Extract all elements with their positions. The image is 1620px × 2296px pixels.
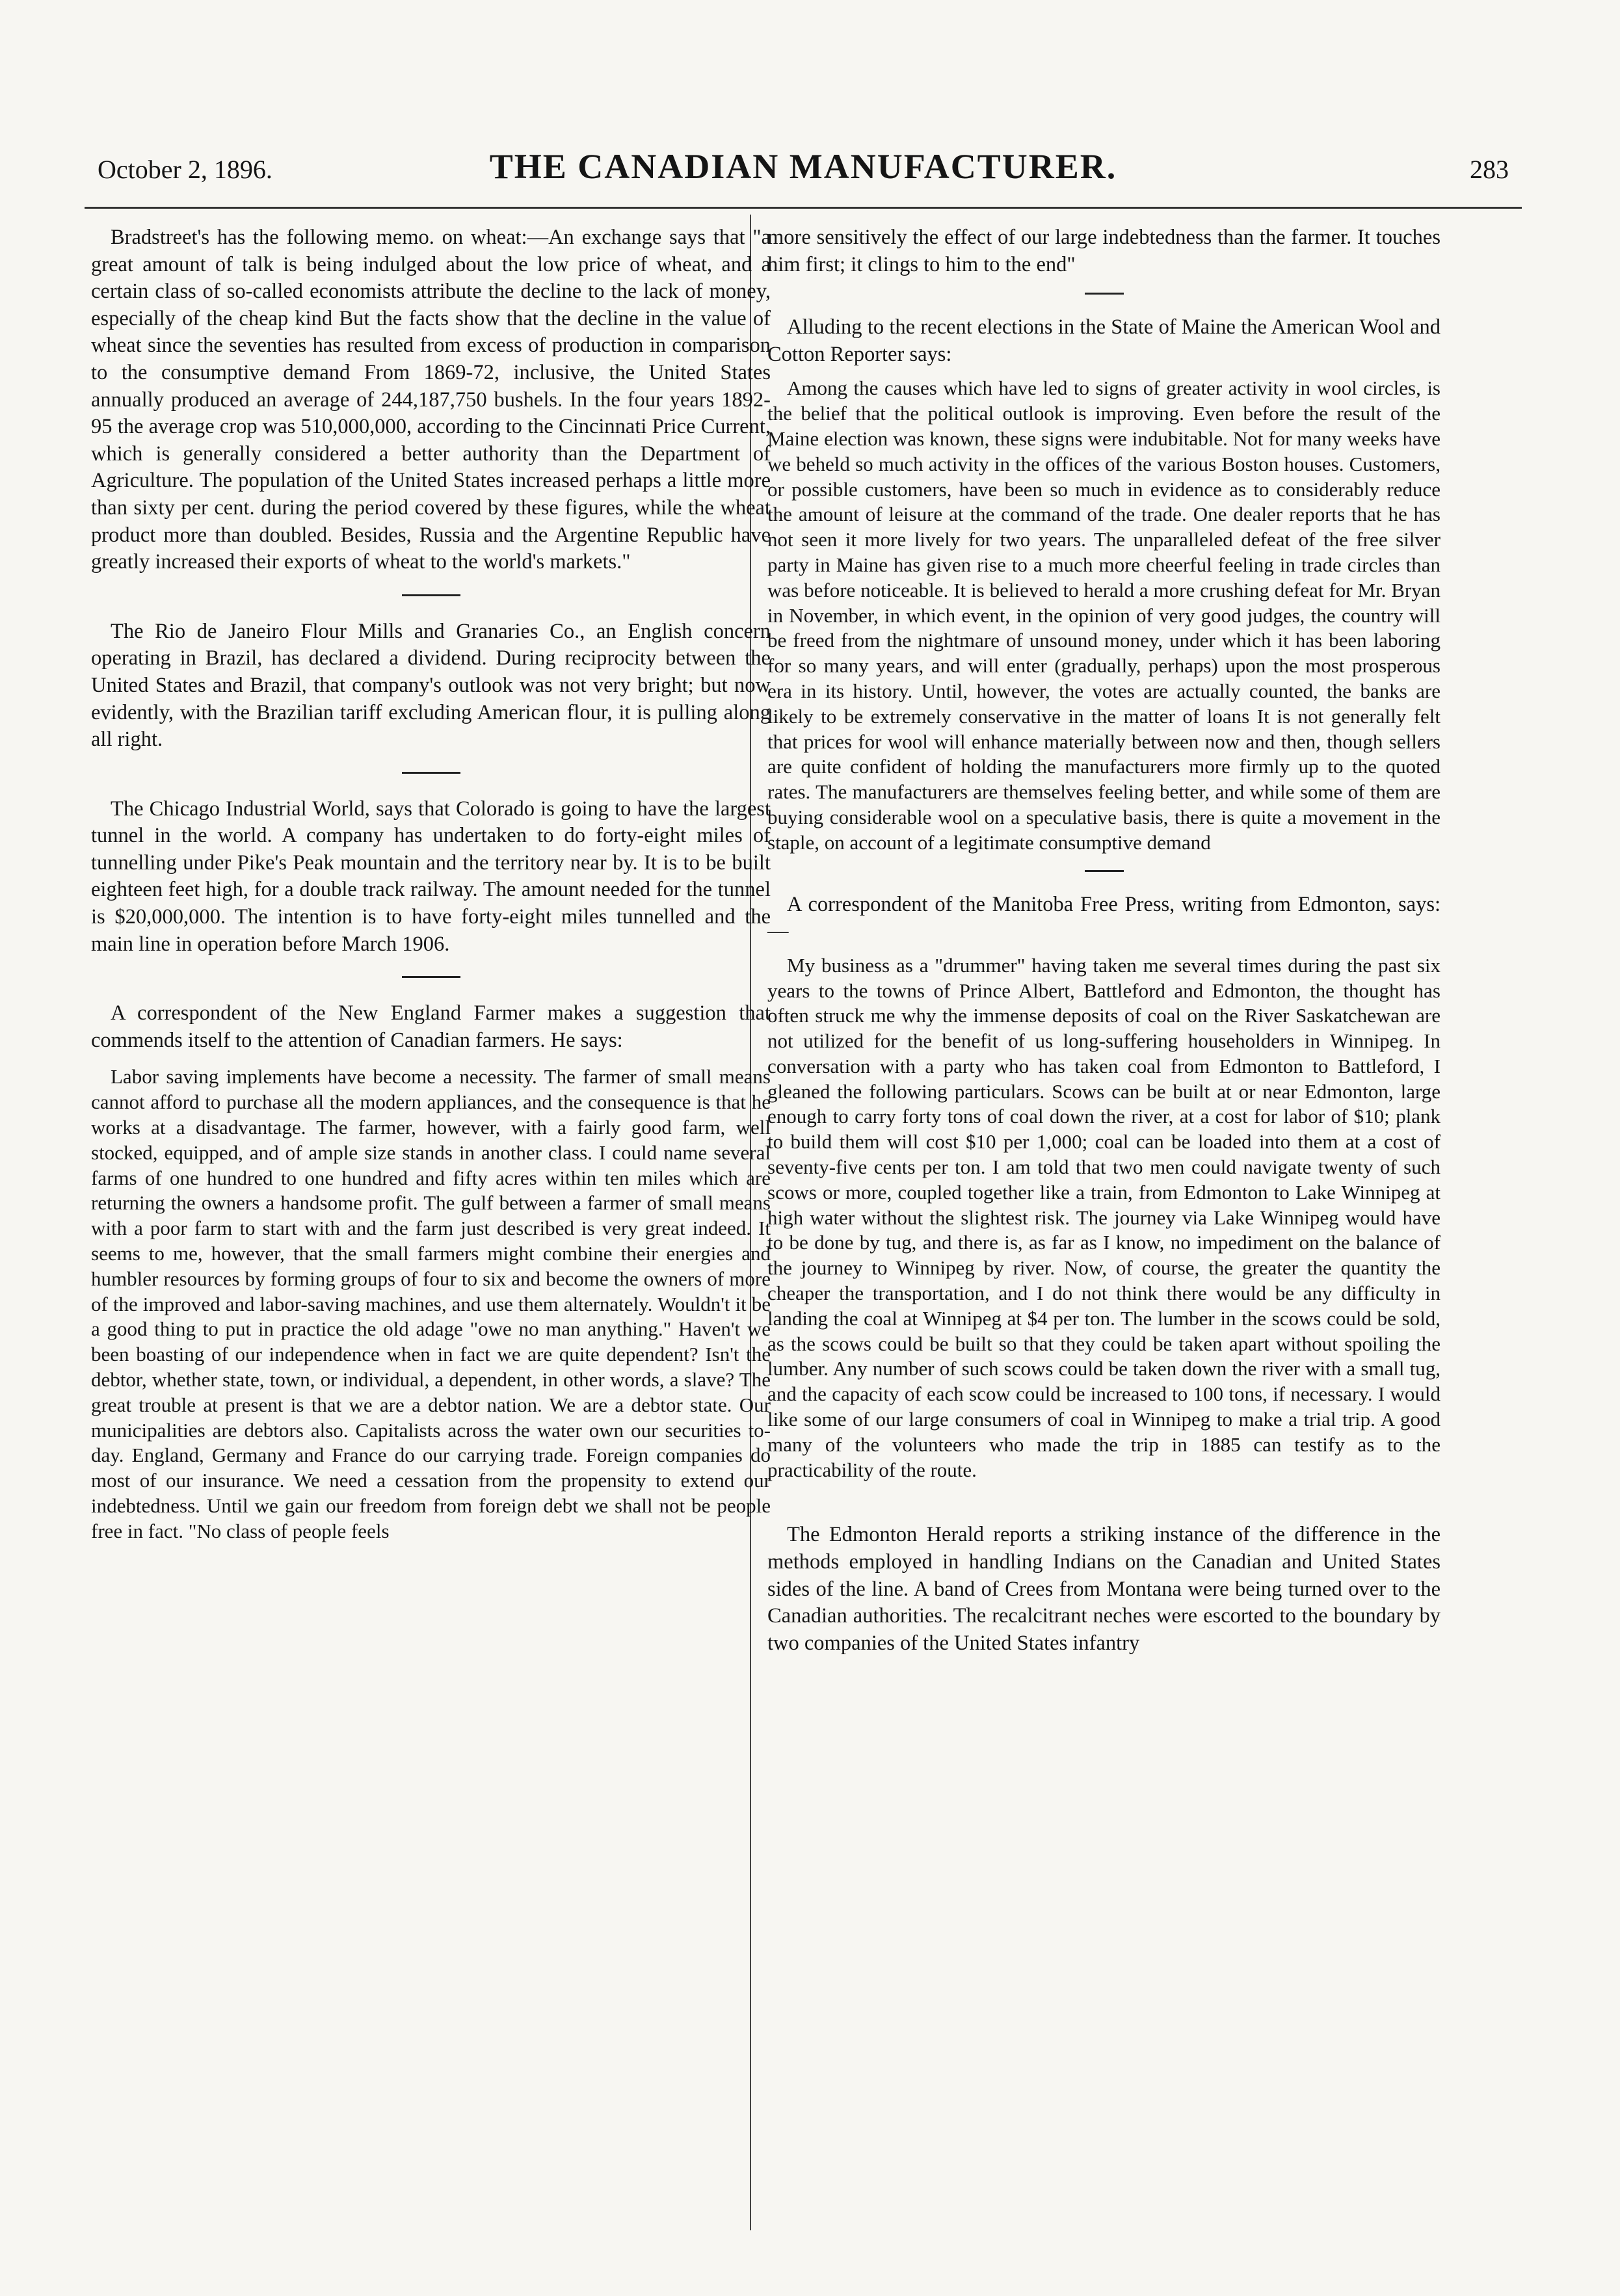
article-maine-elections-quote: Among the causes which have led to signs of greater activity in wool circles, is the belief that the political outlook is improving. Even before the result of the Maine election was known, these signs were indubitable. Not for many weeks have we beheld so much activity in the offices of the various Boston houses. Customers, or possible customers, have been so much in evidence as to considerably reduce the amount of leisure at the command of the trade. One dealer reports that he has not seen it more lively for two years. The unparalleled defeat of the free silver party in Maine has given rise to a much more cheerful feeling in trade circles than was before noticeable. It is believed to herald a more crushing defeat for Mr. Bryan in November, in which event, in the opinion of very good judges, the country will be freed from the nightmare of unsound money, under which it has been laboring for so many years, and will enter (gradually, perhaps) upon the most prosperous era in its history. Until, however, the votes are actually counted, the banks are likely to be extremely conservative in the matter of loans It is not generally felt that prices for wool will enhance materially between now and then, though sellers are quite confident of holding the manufacturers more firmly up to the quoted rates. The manufacturers are themselves feeling better, and while some of them are buying considerable wool on a speculative basis, there is quite a movement in the staple, on account of a legitimate consumptive demand bbox=[767, 376, 1441, 854]
page-header bbox=[98, 146, 1509, 185]
header-rule bbox=[85, 207, 1522, 209]
article-edmonton-coal-intro: A correspondent of the Manitoba Free Press, writing from Edmonton, says:— bbox=[767, 892, 1441, 943]
separator-rule bbox=[402, 594, 460, 596]
left-column bbox=[91, 224, 771, 1544]
article-maine-elections-intro: Alluding to the recent elections in the State of Maine the American Wool and Cotton Reporter says: bbox=[767, 315, 1441, 366]
page-number: 283 bbox=[1470, 155, 1509, 184]
issue-date: October 2, 1896. bbox=[98, 155, 272, 184]
separator-rule bbox=[1085, 293, 1124, 295]
article-new-england-farmer-quote: Labor saving implements have become a necessity. The farmer of small means cannot afford to purchase all the modern appliances, and the consequence is that he works at a disadvantage. The farmer, however, with a fairly good farm, well stocked, equipped, and of ample size stands in another class. I could name several farms of one hundred to one hundred and fifty acres within ten miles which are returning the owners a handsome profit. The gulf between a farmer of small means with a poor farm to start with and the farm just described is very great indeed. It seems to me, however, that the small farmers might combine their energies and humbler resources by forming groups of four to six and become the owners of more of the improved and labor-saving machines, and use them alternately. Wouldn't it be a good thing to put in practice the old adage "owe no man anything." Haven't we been boasting of our independence when in fact we are quite dependent? Isn't the debtor, whether state, town, or individual, a dependent, in other words, a slave? The great trouble at present is that we are a debtor nation. We are a debtor state. Our municipalities are debtors also. Capitalists across the water own our securities to-day. England, Germany and France do our carrying trade. Foreign companies do most of our insurance. We need a cessation from the propensity to extend our indebtedness. Until we gain our freedom from foreign debt we shall not be people free in fact. "No class of people feels bbox=[91, 1065, 771, 1542]
publication-title: THE CANADIAN MANUFACTURER. bbox=[489, 147, 1117, 186]
article-new-england-farmer-intro: A correspondent of the New England Farmer makes a suggestion that commends itself to the attention of Canadian farmers. He says: bbox=[91, 1001, 771, 1052]
right-column bbox=[767, 224, 1441, 1657]
article-edmonton-coal-quote: My business as a "drummer" having taken me several times during the past six years to the towns of Prince Albert, Battleford and Edmonton, the thought has often struck me why the immense deposits of coal on the River Saskatchewan are not utilized for the benefit of us long-suffering householders in Winnipeg. In conversation with a party who has taken coal from Edmonton to Battleford, I gleaned the following particulars. Scows can be built at or near Edmonton, large enough to carry forty tons of coal down the river, at a cost for labor of $10; plank to build them will cost $10 per 1,000; coal can be loaded into them at a cost of seventy-five cents per ton. I am told that two men could navigate twenty of such scows or more, coupled together like a train, from Edmonton to Lake Winnipeg at high water without the slightest risk. The journey via Lake Winnipeg would have to be done by tug, and there is, as far as I know, no impediment on the balance of the journey to Winnipeg by river. Now, of course, the greater the quantity the cheaper the transportation, and I do not think there would be any difficulty in landing the coal at Winnipeg at $4 per ton. The lumber in the scows could be sold, as the scows could be built so that they could be taken apart without spoiling the lumber. Any number of such scows could be taken down the river with a small tug, and the capacity of each scow could be increased to 100 tons, if necessary. I would like some of our large consumers of coal in Winnipeg to make a trial trip. A good many of the volunteers who made the trip in 1885 can testify as to the practicability of the route. bbox=[767, 953, 1441, 1481]
separator-rule bbox=[1085, 870, 1124, 872]
article-new-england-farmer-continued: more sensitively the effect of our large indebtedness than the farmer. It touches him first; it clings to him to the end" bbox=[767, 226, 1441, 276]
article-rio-flour-mills: The Rio de Janeiro Flour Mills and Granaries Co., an English concern operating in Brazil, has declared a dividend. During reciprocity between the United States and Brazil, that company's outlook was not very bright; but now evidently, with the Brazilian tariff excluding American flour, it is pulling along all right. bbox=[91, 619, 771, 752]
article-wheat-memo: Bradstreet's has the following memo. on wheat:—An exchange says that "a great amount of talk is being indulged about the low price of wheat, and a certain class of so-called economists attribute the decline to the lack of money, especially of the cheap kind But the facts show that the decline in the value of wheat since the seventies has resulted from excess of production in comparison to the consumptive demand From 1869-72, inclusive, the United States annually produced an average of 244,187,750 bushels. In the four years 1892-95 the average crop was 510,000,000, according to the Cincinnati Price Current, which is generally considered a better authority than the Department of Agriculture. The population of the United States increased perhaps a little more than sixty per cent. during the period covered by these figures, while the wheat product more than doubled. Besides, Russia and the Argentine Republic have greatly increased their exports of wheat to the world's markets." bbox=[91, 226, 771, 574]
article-colorado-tunnel: The Chicago Industrial World, says that Colorado is going to have the largest tunnel in the world. A company has undertaken to do forty-eight miles of tunnelling under Pike's Peak mountain and the territory near by. It is to be built eighteen feet high, for a double track railway. The amount needed for the tunnel is $20,000,000. The intention is to have forty-eight miles tunnelled and the main line in operation before March 1906. bbox=[91, 797, 771, 956]
section-gap bbox=[767, 1483, 1441, 1522]
separator-rule bbox=[402, 772, 460, 774]
article-edmonton-herald: The Edmonton Herald reports a striking instance of the difference in the methods employed in handling Indians on the Canadian and United States sides of the line. A band of Crees from Montana were being turned over to the Canadian authorities. The recalcitrant neches were escorted to the boundary by two companies of the United States infantry bbox=[767, 1523, 1441, 1655]
separator-rule bbox=[402, 976, 460, 978]
